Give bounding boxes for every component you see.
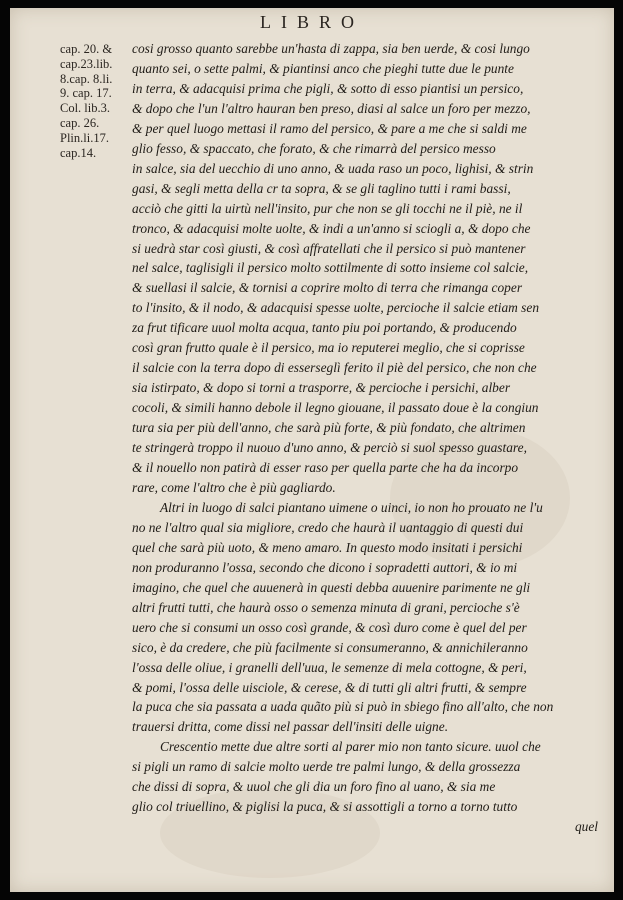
text-line: si uedrà star così giusti, & così affratellati che il persico si può mantener <box>132 240 526 256</box>
text-line: nel salce, taglisigli il persico molto sottilmente di sotto insieme col salcie, <box>132 260 529 276</box>
text-line: la puca che sia passata a uada quãto più si può in sbiego fino all'alto, che non <box>132 699 554 715</box>
text-line: Altri in luogo di salci piantano uimene o uinci, io non ho prouato ne l'u <box>160 499 543 515</box>
text-line: così gran frutto quale è il persico, ma io reputerei meglio, che si coprisse <box>132 340 525 356</box>
text-line: za frut tificare uuol molta acqua, tanto piu poi portando, & producendo <box>132 320 517 336</box>
text-line: in salce, sia del uecchio di uno anno, & uada raso un poco, lighisi, & strin <box>132 160 534 176</box>
text-line: glio col triuellino, & piglisi la puca, & si assottigli a torno a torno tutto <box>132 799 518 815</box>
text-line: non produranno l'ossa, secondo che dicono i sopradetti auttori, & io mi <box>132 559 518 575</box>
text-line: acciò che gitti la uirtù nell'insito, pur che non se gli tocchi ne il piè, ne il <box>132 200 523 216</box>
text-line: & il nouello non patirà di esser raso per quella parte che ha da incorpo <box>132 460 519 476</box>
marginal-note: cap.23.lib. <box>60 56 113 71</box>
text-line: & pomi, l'ossa delle uisciole, & cerese, & di tutti gli altri frutti, & sempre <box>132 679 527 695</box>
marginal-note: Plin.li.17. <box>60 130 109 145</box>
text-line: che dissi di sopra, & uuol che gli dia un foro fino al uano, & sia me <box>132 779 496 795</box>
text-line: Crescentio mette due altre sorti al parer mio non tanto sicure. uuol che <box>160 739 541 755</box>
text-line: altri frutti tutti, che haurà osso o semenza minuta di grani, percioche s'è <box>132 599 520 615</box>
text-line: & dopo che l'un l'altro hauran ben preso, diasi al salce un foro per mezzo, <box>132 100 531 116</box>
text-line: sico, è da credere, che più facilmente si consumeranno, & annichileranno <box>132 639 528 655</box>
text-line: in terra, & adacquisi prima che pigli, & sotto di esso piantisi un persico, <box>132 80 524 96</box>
text-line: quanto sei, o sette palmi, & piantinsi anco che pieghi tutte due le punte <box>132 60 514 76</box>
text-line: & suellasi il salcie, & tornisi a coprire molto di terra che rimanga coper <box>132 280 523 296</box>
book-page <box>10 8 614 892</box>
text-line: & per quel luogo mettasi il ramo del persico, & pare a me che si saldi me <box>132 120 527 136</box>
text-line: l'ossa delle oliue, i granelli dell'uua, le semenze di mela cottogne, & peri, <box>132 659 527 675</box>
text-line: gasi, & segli metta della cr ta sopra, & se gli taglino tutti i rami bassi, <box>132 180 511 196</box>
text-line: imagino, che quel che auuenerà in questi debba auuenire parimente ne gli <box>132 579 531 595</box>
marginal-note: cap.14. <box>60 145 97 160</box>
text-line: tura sia per più dell'anno, che sarà più forte, & più fondato, che altrimen <box>132 420 526 436</box>
text-line: quel che sarà più uoto, & meno amaro. In questo modo insitati i persichi <box>132 539 523 555</box>
text-line: cosi grosso quanto sarebbe un'hasta di zappa, sia ben uerde, & cosi lungo <box>132 41 530 56</box>
text-line: trauersi dritta, come dissi nel passar dell'insiti delle uigne. <box>132 719 449 735</box>
paragraph-3 <box>132 737 608 817</box>
paragraph-2 <box>132 498 608 737</box>
marginal-note: 9. cap. 17. <box>60 86 112 101</box>
body-text <box>132 39 608 837</box>
marginal-notes <box>60 42 132 160</box>
marginal-note: cap. 20. & <box>60 42 113 56</box>
marginal-note: 8.cap. 8.li. <box>60 71 113 86</box>
text-line: sia istirpato, & dopo si torni a trasporre, & percioche i persichi, alber <box>132 380 511 396</box>
text-line: te stringerà troppo il nuouo d'uno anno, & perciò si suol spesso guastare, <box>132 440 527 456</box>
text-line: no ne l'altro qual sia migliore, credo che haurà il uantaggio di questi dui <box>132 519 524 535</box>
text-line: il salcie con la terra dopo di esserseglì ferito il piè del persico, che non che <box>132 360 537 376</box>
running-head: LIBRO <box>260 12 364 32</box>
text-line: to l'insito, & il nodo, & adacquisi spesse uolte, percioche il salcie etiam sen <box>132 300 540 316</box>
text-line: rare, come l'altro che è più gagliardo. <box>132 479 336 495</box>
text-line: uero che si consumi un osso così grande, & così duro come è quel del per <box>132 619 527 635</box>
text-line: cocoli, & simili hanno debole il legno giouane, il passato doue è la congiun <box>132 400 539 416</box>
marginal-note: cap. 26. <box>60 115 100 130</box>
marginal-note: Col. lib.3. <box>60 101 111 116</box>
catchword: quel <box>574 819 598 835</box>
paragraph-1 <box>132 39 608 498</box>
text-line: glio fesso, & spaccato, che forato, & che rimarrà del persico messo <box>132 140 496 156</box>
text-line: tronco, & adacquisi molte uolte, & indi a un'anno si sciogli a, & dopo che <box>132 220 531 236</box>
text-line: si pigli un ramo di salcie molto uerde tre palmi lungo, & della grossezza <box>132 759 521 775</box>
